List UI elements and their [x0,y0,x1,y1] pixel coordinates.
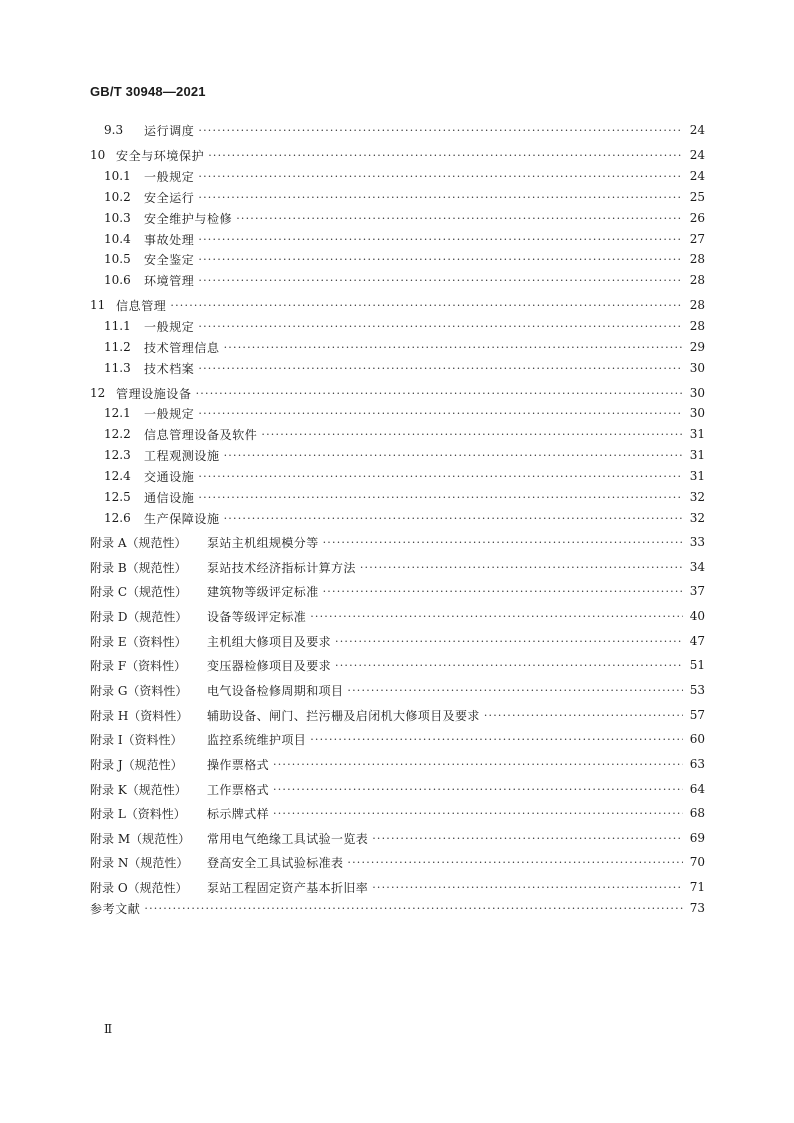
toc-entry-title: 技术管理信息 [144,340,220,355]
toc-entry-page: 24 [689,148,705,162]
leader-dots [198,491,683,504]
toc-entry-title: 安全与环境保护 [116,148,205,163]
appendix-entry[interactable] [90,632,705,650]
toc-entry-title: 信息管理设备及软件 [144,427,258,442]
leader-dots [208,149,683,162]
leader-dots [347,856,683,869]
leader-dots [310,733,683,746]
toc-entry[interactable] [90,446,705,464]
appendix-title: 登高安全工具试验标准表 [207,855,344,870]
toc-entry-title: 安全维护与检修 [144,211,233,226]
appendix-page: 60 [689,732,705,746]
leader-dots [224,449,683,462]
leader-dots [198,407,683,420]
toc-entry-page: 29 [689,340,705,354]
toc-entry-title: 安全运行 [144,190,195,205]
toc-entry-page: 28 [689,298,705,312]
toc-entry-number: 12.5 [104,490,131,504]
toc-entry-page: 30 [689,361,705,375]
toc-entry-page: 30 [689,386,705,400]
appendix-label: 附录 L（资料性） [90,806,186,821]
leader-dots [261,428,683,441]
toc-entry-page: 31 [689,427,705,441]
appendix-entry[interactable] [90,730,705,748]
appendix-label: 附录 I（资料性） [90,732,183,747]
toc-entry-number: 10.3 [104,211,131,225]
appendix-entry[interactable] [90,804,705,822]
leader-dots [198,170,683,183]
leader-dots [198,124,683,137]
appendix-label: 附录 C（规范性） [90,584,187,599]
toc-entry-page: 26 [689,211,705,225]
toc-entry-number: 12.1 [104,406,131,420]
appendix-title: 设备等级评定标准 [207,609,307,624]
toc-entry-page: 31 [689,448,705,462]
toc-entry-page: 30 [689,406,705,420]
toc-entry-number: 12.2 [104,427,131,441]
appendix-entry[interactable] [90,582,705,600]
toc-entry-title: 工程观测设施 [144,448,220,463]
appendix-page: 70 [689,855,705,869]
toc-entry-number: 10.2 [104,190,131,204]
references-entry[interactable] [90,899,705,917]
leader-dots [236,212,683,225]
appendix-page: 63 [689,757,705,771]
toc-entry-title: 一般规定 [144,169,195,184]
toc-entry-title: 管理设施设备 [116,386,192,401]
appendix-title: 泵站工程固定资产基本折旧率 [207,880,369,895]
appendix-entry[interactable] [90,681,705,699]
toc-entry-number: 12.4 [104,469,131,483]
appendix-entry[interactable] [90,780,705,798]
toc-entry[interactable] [90,188,705,206]
appendix-entry[interactable] [90,706,705,724]
appendix-page: 47 [689,634,705,648]
leader-dots [273,783,683,796]
appendix-entry[interactable] [90,533,705,551]
appendix-page: 51 [689,658,705,672]
appendix-title: 电气设备检修周期和项目 [207,683,344,698]
toc-entry-number: 12.6 [104,511,131,525]
appendix-page: 53 [689,683,705,697]
appendix-title: 辅助设备、闸门、拦污栅及启闭机大修项目及要求 [207,708,480,723]
toc-entry-number: 10.4 [104,232,131,246]
toc-entry-title: 生产保障设施 [144,511,220,526]
toc-entry-title: 一般规定 [144,406,195,421]
appendix-page: 68 [689,806,705,820]
toc-entry-title: 事故处理 [144,232,195,247]
appendix-page: 71 [689,880,705,894]
appendix-title: 泵站主机组规模分等 [207,535,319,550]
appendix-title: 变压器检修项目及要求 [207,658,332,673]
toc-entry-number: 11 [90,298,106,312]
appendix-label: 附录 A（规范性） [90,535,187,550]
appendix-entry[interactable] [90,607,705,625]
appendix-label: 附录 O（规范性） [90,880,188,895]
appendix-label: 附录 N（规范性） [90,855,189,870]
leader-dots [484,709,683,722]
toc-entry-title: 通信设施 [144,490,195,505]
toc-entry-page: 24 [689,123,705,137]
leader-dots [198,362,683,375]
toc-entry[interactable] [90,146,705,164]
leader-dots [198,274,683,287]
appendix-page: 40 [689,609,705,623]
appendix-label: 附录 B（规范性） [90,560,187,575]
toc-entry-title: 交通设施 [144,469,195,484]
appendix-page: 69 [689,831,705,845]
toc-entry-page: 27 [689,232,705,246]
appendix-title: 操作票格式 [207,757,270,772]
toc-entry-number: 12.3 [104,448,131,462]
appendix-label: 附录 D（规范性） [90,609,188,624]
appendix-page: 57 [689,708,705,722]
toc-entry[interactable] [90,317,705,335]
leader-dots [335,659,683,672]
appendix-title: 泵站技术经济指标计算方法 [207,560,356,575]
leader-dots [198,191,683,204]
leader-dots [224,512,683,525]
references-title: 参考文献 [90,901,141,916]
appendix-title: 主机组大修项目及要求 [207,634,332,649]
toc-entry-page: 28 [689,319,705,333]
toc-entry[interactable] [90,338,705,356]
toc-entry-page: 28 [689,273,705,287]
toc-entry-number: 10.6 [104,273,131,287]
appendix-entry[interactable] [90,656,705,674]
leader-dots [323,536,683,549]
appendix-page: 37 [689,584,705,598]
leader-dots [335,635,683,648]
toc-entry-page: 25 [689,190,705,204]
toc-entry-title: 安全鉴定 [144,252,195,267]
toc-entry[interactable] [90,425,705,443]
toc-entry-page: 31 [689,469,705,483]
toc-entry[interactable] [90,384,705,402]
toc-entry[interactable] [90,296,705,314]
appendix-entry[interactable] [90,755,705,773]
toc-entry-title: 环境管理 [144,273,195,288]
appendix-title: 常用电气绝缘工具试验一览表 [207,831,369,846]
toc-entry[interactable] [90,359,705,377]
appendix-label: 附录 J（规范性） [90,757,183,772]
toc-entry-number: 11.2 [104,340,131,354]
toc-entry[interactable] [90,209,705,227]
leader-dots [347,684,683,697]
leader-dots [198,320,683,333]
leader-dots [310,610,683,623]
toc-entry-number: 11.1 [104,319,131,333]
toc-entry[interactable] [90,121,705,139]
toc-entry[interactable] [90,488,705,506]
appendix-title: 监控系统维护项目 [207,732,307,747]
appendix-label: 附录 F（资料性） [90,658,187,673]
leader-dots [273,807,683,820]
toc-entry-number: 11.3 [104,361,131,375]
leader-dots [198,470,683,483]
appendix-label: 附录 M（规范性） [90,831,191,846]
leader-dots [196,387,683,400]
leader-dots [323,585,683,598]
toc-entry-number: 9.3 [104,123,124,137]
references-page: 73 [689,901,705,915]
appendix-page: 34 [689,560,705,574]
appendix-entry[interactable] [90,853,705,871]
toc-entry-number: 10 [90,148,106,162]
leader-dots [170,299,683,312]
toc-entry-title: 一般规定 [144,319,195,334]
appendix-label: 附录 K（规范性） [90,782,187,797]
appendix-title: 建筑物等级评定标准 [207,584,319,599]
appendix-entry[interactable] [90,878,705,896]
toc-entry-number: 12 [90,386,106,400]
toc-entry-page: 32 [689,511,705,525]
appendix-entry[interactable] [90,558,705,576]
leader-dots [372,832,683,845]
leader-dots [198,233,683,246]
appendix-label: 附录 G（资料性） [90,683,188,698]
leader-dots [198,253,683,266]
toc-entry[interactable] [90,467,705,485]
appendix-page: 64 [689,782,705,796]
appendix-entry[interactable] [90,829,705,847]
toc-entry-page: 24 [689,169,705,183]
leader-dots [273,758,683,771]
toc-entry-title: 运行调度 [144,123,195,138]
toc-entry-title: 技术档案 [144,361,195,376]
toc-entry[interactable] [90,250,705,268]
appendix-label: 附录 H（资料性） [90,708,189,723]
appendix-title: 标示牌式样 [207,806,270,821]
leader-dots [144,902,683,915]
toc-entry-number: 10.1 [104,169,131,183]
toc-entry[interactable] [90,271,705,289]
toc-entry-number: 10.5 [104,252,131,266]
toc-entry-title: 信息管理 [116,298,167,313]
leader-dots [372,881,683,894]
toc-entry[interactable] [90,404,705,422]
toc-entry[interactable] [90,230,705,248]
leader-dots [224,341,683,354]
toc-entry-page: 28 [689,252,705,266]
toc-entry-page: 32 [689,490,705,504]
standard-code: GB/T 30948—2021 [90,84,206,99]
appendix-title: 工作票格式 [207,782,270,797]
leader-dots [360,561,683,574]
appendix-page: 33 [689,535,705,549]
page-number: Ⅱ [104,1022,113,1036]
appendix-label: 附录 E（资料性） [90,634,187,649]
toc-entry[interactable] [90,509,705,527]
toc-entry[interactable] [90,167,705,185]
